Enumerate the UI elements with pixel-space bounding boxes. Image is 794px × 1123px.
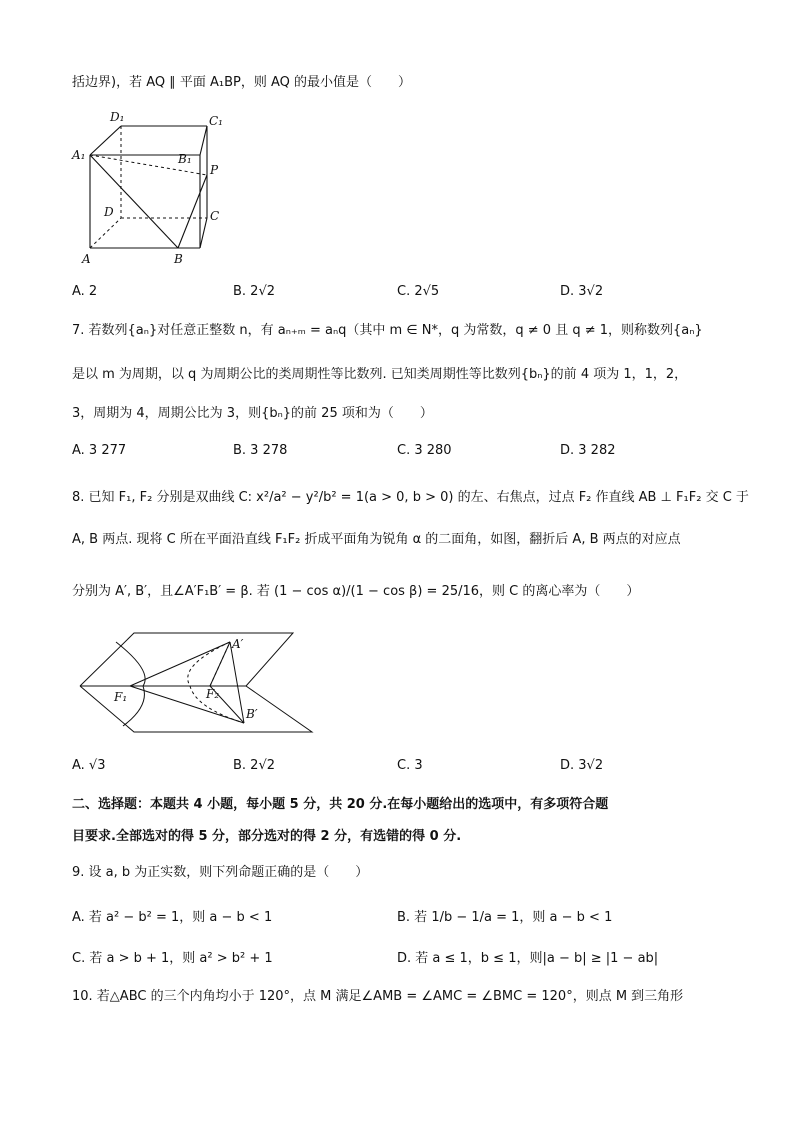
cube-figure — [70, 108, 230, 266]
cube-label-P: P — [210, 163, 219, 177]
q9-stem: 9. 设 a, b 为正实数，则下列命题正确的是（ ） — [72, 865, 369, 880]
q7-option-b: B. 3 278 — [233, 443, 288, 458]
section-2-heading-line-1: 二、选择题：本题共 4 小题，每小题 5 分，共 20 分.在每小题给出的选项中，有多项符合题 — [72, 797, 609, 812]
q6-option-a: A. 2 — [72, 284, 98, 299]
fig8-label-B-prime: B′ — [246, 707, 258, 721]
fig8-label-F2: F₂ — [206, 687, 220, 701]
q10-line-1: 10. 若△ABC 的三个内角均小于 120°，点 M 满足∠AMB = ∠AMC = ∠BMC = 120°，则点 M 到三角形 — [72, 989, 684, 1004]
fig8-label-F1: F₁ — [114, 690, 128, 704]
cube-label-B: B — [174, 252, 183, 266]
cube-label-A1: A₁ — [72, 148, 86, 162]
q8-option-b: B. 2√2 — [233, 758, 276, 773]
q6-stem-tail: 括边界)，若 AQ ∥ 平面 A₁BP，则 AQ 的最小值是（ ） — [72, 75, 412, 90]
q6-option-b: B. 2√2 — [233, 284, 276, 299]
folded-hyperbola-figure — [78, 626, 314, 744]
section-2-heading-line-2: 目要求.全部选对的得 5 分，部分选对的得 2 分，有选错的得 0 分. — [72, 829, 462, 844]
q9-option-d: D. 若 a ≤ 1，b ≤ 1，则|a − b| ≥ |1 − ab| — [397, 951, 659, 966]
q7-line-1: 7. 若数列{aₙ}对任意正整数 n，有 aₙ₊ₘ = aₙq（其中 m ∈ N*，q 为常数，q ≠ 0 且 q ≠ 1，则称数列{aₙ} — [72, 323, 703, 338]
q8-option-a: A. √3 — [72, 758, 106, 773]
cube-label-C: C — [210, 209, 220, 223]
q8-line-3: 分别为 A′, B′，且∠A′F₁B′ = β. 若 (1 − cos α)/(1 − cos β) = 25/16，则 C 的离心率为（ ） — [72, 584, 640, 599]
q8-option-c: C. 3 — [397, 758, 423, 773]
cube-label-C1: C₁ — [209, 114, 223, 128]
q6-option-d: D. 3√2 — [560, 284, 604, 299]
q8-line-1: 8. 已知 F₁, F₂ 分别是双曲线 C: x²/a² − y²/b² = 1(a > 0, b > 0) 的左、右焦点，过点 F₂ 作直线 AB ⊥ F₁F₂ 交 C 于 — [72, 490, 749, 505]
q8-option-d: D. 3√2 — [560, 758, 604, 773]
q7-line-3: 3，周期为 4，周期公比为 3，则{bₙ}的前 25 项和为（ ） — [72, 406, 433, 421]
q7-line-2: 是以 m 为周期，以 q 为周期公比的类周期性等比数列. 已知类周期性等比数列{bₙ}的前 4 项为 1，1，2， — [72, 367, 688, 382]
cube-label-A: A — [82, 252, 91, 266]
fig8-label-A-prime: A′ — [232, 637, 244, 651]
q6-option-c: C. 2√5 — [397, 284, 440, 299]
q9-option-c: C. 若 a > b + 1，则 a² > b² + 1 — [72, 951, 273, 966]
cube-label-D: D — [104, 205, 114, 219]
q8-line-2: A, B 两点. 现将 C 所在平面沿直线 F₁F₂ 折成平面角为锐角 α 的二面角，如图，翻折后 A, B 两点的对应点 — [72, 532, 681, 547]
q7-option-a: A. 3 277 — [72, 443, 127, 458]
q9-option-a: A. 若 a² − b² = 1，则 a − b < 1 — [72, 910, 273, 925]
q7-option-c: C. 3 280 — [397, 443, 452, 458]
cube-label-D1: D₁ — [110, 110, 125, 124]
cube-label-B1: B₁ — [178, 152, 192, 166]
q9-option-b: B. 若 1/b − 1/a = 1，则 a − b < 1 — [397, 910, 613, 925]
q7-option-d: D. 3 282 — [560, 443, 616, 458]
